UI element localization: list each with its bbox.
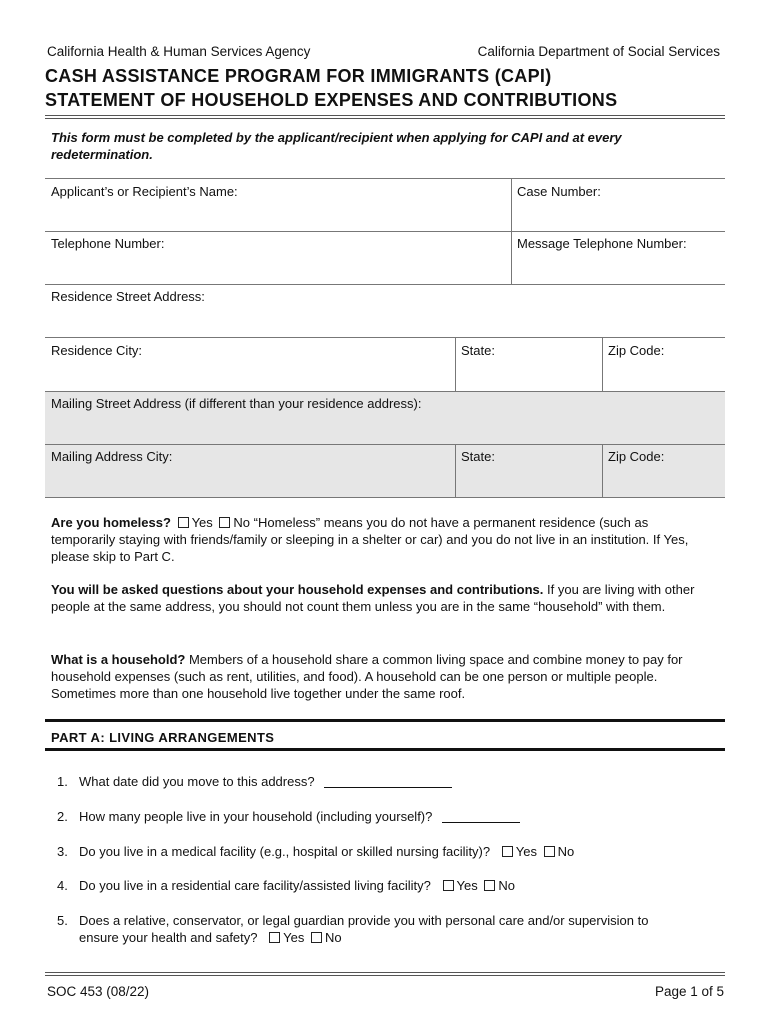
question-number: 5.	[57, 913, 68, 928]
yes-label: Yes	[456, 878, 478, 893]
telephone-field[interactable]: Telephone Number:	[51, 236, 165, 251]
no-label: No	[498, 878, 515, 893]
form-title-line2: STATEMENT OF HOUSEHOLD EXPENSES AND CONTRIBUTIONS	[45, 90, 618, 110]
table-column-rule	[602, 337, 603, 391]
homeless-yes-label: Yes	[191, 515, 213, 530]
question-text: What date did you move to this address?	[79, 774, 315, 789]
department-name: California Department of Social Services	[477, 44, 720, 59]
mailing-zip-field[interactable]: Zip Code:	[608, 449, 665, 464]
part-a-top-rule	[45, 719, 725, 722]
table-rule	[45, 178, 725, 179]
no-label: No	[324, 930, 342, 945]
question-5	[57, 912, 717, 946]
household-definition-heading: What is a household?	[51, 652, 186, 667]
homeless-label: Are you homeless?	[51, 515, 171, 530]
table-rule	[45, 444, 725, 445]
household-expenses-heading: You will be asked questions about your household expenses and contributions.	[51, 582, 544, 597]
question-number: 4.	[57, 878, 68, 893]
question-text: Does a relative, conservator, or legal guardian provide you with personal care and/or supervision to	[79, 913, 649, 928]
intro-instructions: This form must be completed by the applicant/recipient when applying for CAPI and at every redetermination.	[51, 130, 622, 162]
table-column-rule	[455, 444, 456, 497]
residence-zip-field[interactable]: Zip Code:	[608, 343, 665, 358]
move-date-input[interactable]	[324, 775, 452, 788]
question-text: How many people live in your household (including yourself)?	[79, 809, 433, 824]
homeless-no-checkbox[interactable]	[219, 517, 230, 528]
table-column-rule	[602, 444, 603, 497]
question-text-continued: ensure your health and safety?	[79, 930, 258, 945]
yes-label: Yes	[283, 930, 305, 945]
question-number: 2.	[57, 809, 68, 824]
table-column-rule	[511, 178, 512, 284]
residence-state-field[interactable]: State:	[461, 343, 495, 358]
homeless-yes-checkbox[interactable]	[178, 517, 189, 528]
message-telephone-field[interactable]: Message Telephone Number:	[517, 236, 687, 251]
question-text: Do you live in a residential care facility/assisted living facility?	[79, 878, 431, 893]
page-number: Page 1 of 5	[654, 984, 724, 999]
household-expenses-text: If you are living with other people at the same address, you should not count them unless you are in the same “household” with them.	[51, 582, 695, 614]
medical-facility-no-checkbox[interactable]	[544, 846, 555, 857]
household-size-input[interactable]	[442, 810, 520, 823]
applicant-name-field[interactable]: Applicant’s or Recipient’s Name:	[51, 184, 238, 199]
personal-care-yes-checkbox[interactable]	[269, 932, 280, 943]
case-number-field[interactable]: Case Number:	[517, 184, 601, 199]
question-1	[57, 773, 717, 790]
question-4	[57, 877, 717, 894]
homeless-question	[51, 514, 716, 565]
care-facility-yes-checkbox[interactable]	[443, 880, 454, 891]
table-rule	[45, 337, 725, 338]
question-2	[57, 808, 717, 825]
mailing-street-field[interactable]: Mailing Street Address (if different than your residence address):	[51, 396, 422, 411]
personal-care-no-checkbox[interactable]	[311, 932, 322, 943]
part-a-bottom-rule	[45, 748, 725, 751]
question-number: 1.	[57, 774, 68, 789]
care-facility-no-checkbox[interactable]	[484, 880, 495, 891]
yes-label: Yes	[515, 844, 537, 859]
homeless-no-label: No	[233, 515, 251, 530]
household-definition-text: Members of a household share a common living space and combine money to pay for household expenses (such as rent, utilities, and food). A household can be one person or multiple people. Sometimes more than one household live together under the same roof.	[51, 652, 683, 701]
question-number: 3.	[57, 844, 68, 859]
mailing-state-field[interactable]: State:	[461, 449, 495, 464]
form-number: SOC 453 (08/22)	[47, 984, 150, 999]
residence-city-field[interactable]: Residence City:	[51, 343, 143, 358]
no-label: No	[557, 844, 575, 859]
table-column-rule	[455, 337, 456, 391]
title-divider	[45, 115, 725, 119]
form-title-line1: CASH ASSISTANCE PROGRAM FOR IMMIGRANTS (CAPI)	[45, 66, 552, 86]
agency-name: California Health & Human Services Agency	[47, 44, 311, 59]
question-text: Do you live in a medical facility (e.g., hospital or skilled nursing facility)?	[79, 844, 491, 859]
footer-divider	[45, 972, 725, 976]
table-rule	[45, 231, 725, 232]
household-definition	[51, 651, 716, 702]
medical-facility-yes-checkbox[interactable]	[502, 846, 513, 857]
mailing-city-field[interactable]: Mailing Address City:	[51, 449, 173, 464]
homeless-definition: “Homeless” means you do not have a permanent residence (such as temporarily staying with friends/family or sleeping in a shelter or car) and you do not live in an institution. If Yes, please skip to Part C.	[51, 515, 689, 564]
table-rule	[45, 391, 725, 392]
table-rule	[45, 284, 725, 285]
residence-street-field[interactable]: Residence Street Address:	[51, 289, 205, 304]
household-expenses-note	[51, 581, 716, 615]
table-rule	[45, 497, 725, 498]
question-3	[57, 843, 717, 860]
part-a-title: PART A: LIVING ARRANGEMENTS	[51, 730, 275, 745]
